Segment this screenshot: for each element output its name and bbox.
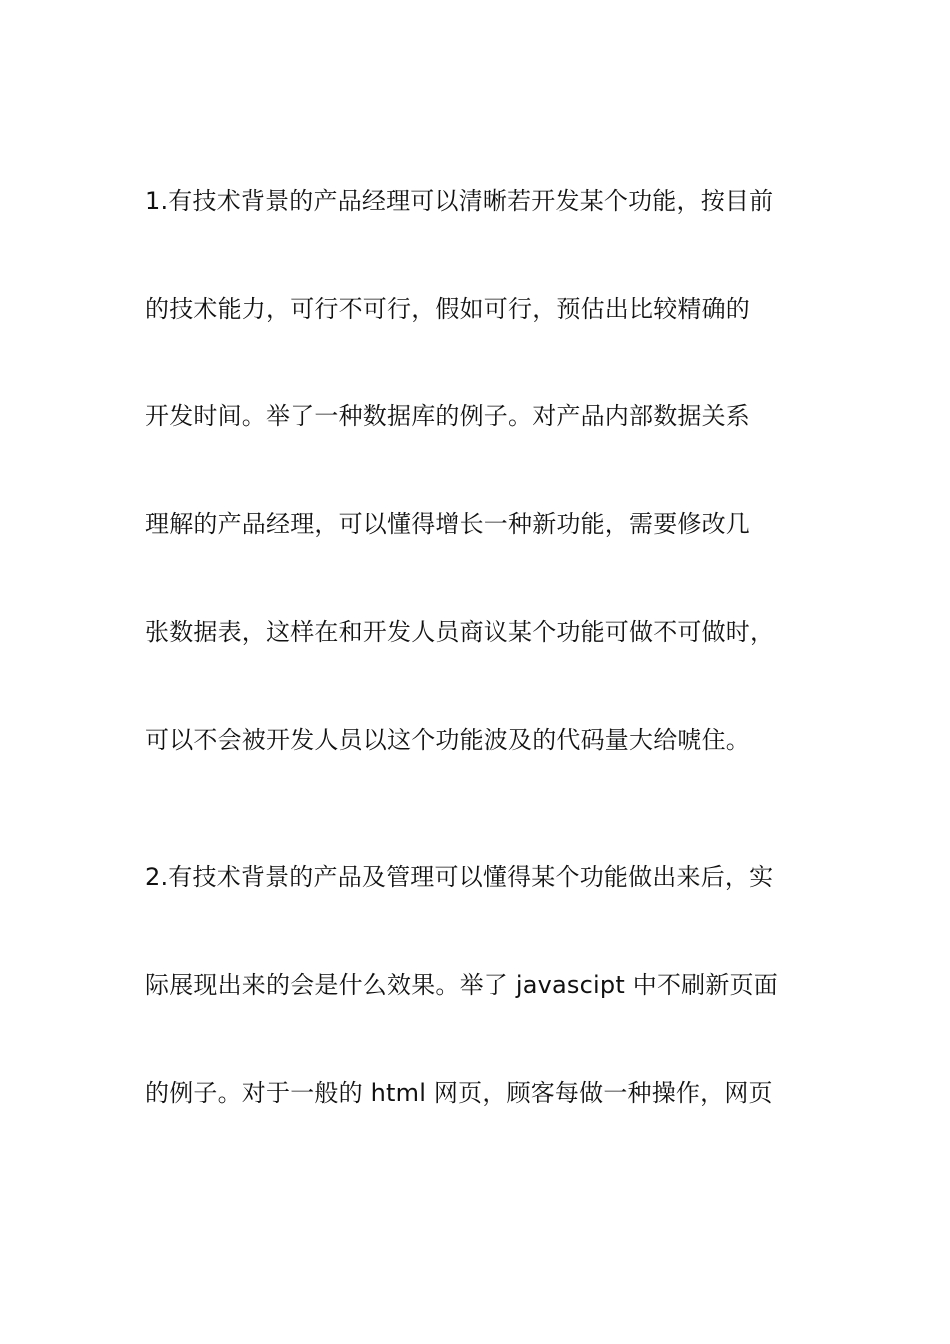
paragraph-line: 可以不会被开发人员以这个功能波及的代码量大给唬住。 bbox=[145, 726, 750, 754]
paragraph-line: 1.有技术背景的产品经理可以清晰若开发某个功能，按目前 bbox=[145, 187, 774, 215]
paragraph-line: 的例子。对于一般的 html 网页，顾客每做一种操作，网页 bbox=[145, 1079, 773, 1107]
paragraph-line: 张数据表，这样在和开发人员商议某个功能可做不可做时， bbox=[145, 618, 775, 646]
paragraph-line: 理解的产品经理，可以懂得增长一种新功能，需要修改几 bbox=[145, 510, 750, 538]
paragraph-line: 际展现出来的会是什么效果。举了 javascipt 中不刷新页面 bbox=[145, 971, 778, 999]
paragraph-line: 2.有技术背景的产品及管理可以懂得某个功能做出来后，实 bbox=[145, 863, 774, 891]
paragraph-line: 开发时间。举了一种数据库的例子。对产品内部数据关系 bbox=[145, 402, 750, 430]
paragraph-line: 的技术能力，可行不可行，假如可行，预估出比较精确的 bbox=[145, 295, 750, 323]
